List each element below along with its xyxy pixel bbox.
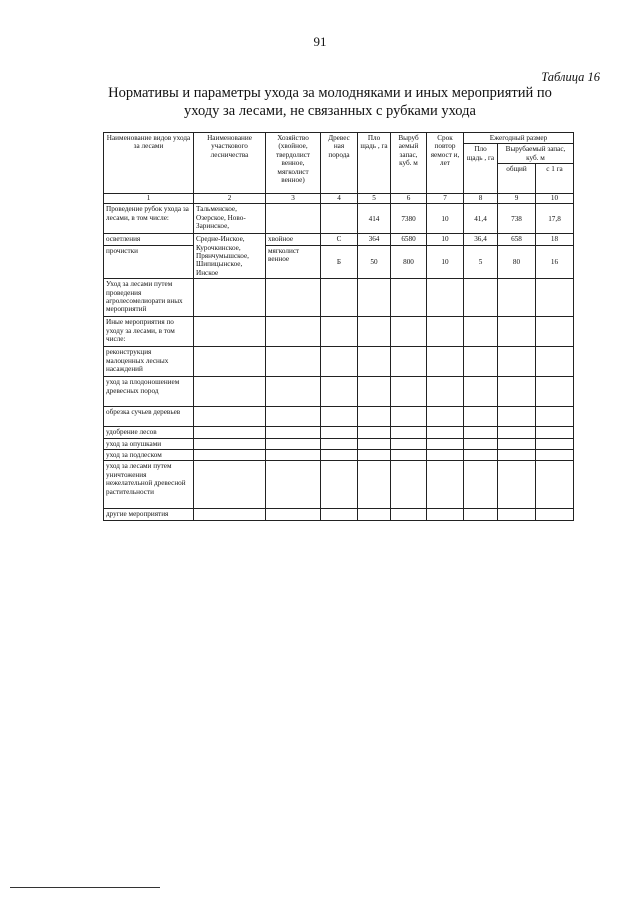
- table-row: [104, 438, 574, 449]
- table-row: [104, 317, 574, 347]
- table-cell: [266, 204, 321, 234]
- table-cell: Уход за лесами путем проведения агролесомелиорати вных мероприятий: [104, 279, 194, 317]
- table-cell: 658: [498, 234, 536, 246]
- column-number-row: [104, 194, 574, 204]
- table-cell: Тальменское, Озерское, Ново-Заринское,: [194, 204, 266, 234]
- column-number: 6: [391, 194, 427, 204]
- table-row: [104, 509, 574, 520]
- header-cell: Выруб аемый запас, куб. м: [391, 133, 427, 194]
- table-cell: 800: [391, 246, 427, 279]
- table-cell: С: [321, 234, 358, 246]
- header-cell: Наименование участкового лесничества: [194, 133, 266, 194]
- table-cell: [321, 204, 358, 234]
- column-number: 1: [104, 194, 194, 204]
- header-cell: общий: [498, 164, 536, 194]
- table-cell: 10: [427, 246, 464, 279]
- header-cell: Пло щадь , га: [358, 133, 391, 194]
- table-row: [104, 450, 574, 461]
- table-row: [104, 461, 574, 509]
- header-cell: с 1 га: [536, 164, 574, 194]
- table-cell: 17,8: [536, 204, 574, 234]
- table-cell: Проведение рубок ухода за лесами, в том числе:: [104, 204, 194, 234]
- header-cell: Древес ная порода: [321, 133, 358, 194]
- table-cell: другие мероприятия: [104, 509, 194, 520]
- table-cell-text: Курочкинское, Прянчумышское, Шипицынское, Инское: [196, 243, 249, 277]
- table-row: [104, 279, 574, 317]
- forest-care-table: [103, 132, 574, 521]
- table-cell: уход за плодоношением древесных пород: [104, 377, 194, 407]
- table-row: [104, 347, 574, 377]
- table-cell: 738: [498, 204, 536, 234]
- header-cell: Вырубаемый запас, куб. м: [498, 144, 574, 164]
- table-cell: 10: [427, 234, 464, 246]
- table-label: Таблица 16: [541, 70, 600, 84]
- header-cell: Наименование видов ухода за лесами: [104, 133, 194, 194]
- header-cell: Срок повтор яемост и, лет: [427, 133, 464, 194]
- table-cell: уход за лесами путем уничтожения нежелательной древесной растительности: [104, 461, 194, 509]
- page-title: Нормативы и параметры ухода за молодняками и иных мероприятий по уходу за лесами, не связанных с рубками ухода: [108, 85, 552, 119]
- table-cell: 41,4: [464, 204, 498, 234]
- column-number: 5: [358, 194, 391, 204]
- table-cell: осветления: [104, 234, 194, 246]
- table-cell: 5: [464, 246, 498, 279]
- table-cell: Б: [321, 246, 358, 279]
- header-cell: Хозяйство (хвойное, твердолист венное, мягколист венное): [266, 133, 321, 194]
- table-row: [104, 427, 574, 438]
- page-number: 91: [313, 34, 327, 49]
- table-cell: 7380: [391, 204, 427, 234]
- column-number: 7: [427, 194, 464, 204]
- column-number: 4: [321, 194, 358, 204]
- table-cell: 16: [536, 246, 574, 279]
- column-number: 2: [194, 194, 266, 204]
- table-cell: уход за подлеском: [104, 450, 194, 461]
- table-cell: реконструкция малоценных лесных насаждений: [104, 347, 194, 377]
- table-cell: прочистки: [104, 246, 194, 279]
- column-number: 10: [536, 194, 574, 204]
- table-cell: 36,4: [464, 234, 498, 246]
- table-row: [104, 246, 574, 279]
- table-cell: 6580: [391, 234, 427, 246]
- table-cell: 50: [358, 246, 391, 279]
- table-row: [104, 407, 574, 427]
- table-cell: 80: [498, 246, 536, 279]
- column-number: 3: [266, 194, 321, 204]
- table-cell: Иные мероприятия по уходу за лесами, в том числе:: [104, 317, 194, 347]
- table-cell: хвойное: [266, 234, 321, 246]
- table-row: [104, 377, 574, 407]
- footnote-rule: [10, 887, 160, 888]
- table-cell: уход за опушками: [104, 438, 194, 449]
- table-row: [104, 204, 574, 234]
- table-cell-text: Средне-Инское,: [196, 235, 245, 244]
- table-cell: 414: [358, 204, 391, 234]
- table-cell: 364: [358, 234, 391, 246]
- column-number: 8: [464, 194, 498, 204]
- table-cell: 18: [536, 234, 574, 246]
- table-row: [104, 234, 574, 246]
- header-cell: Пло щадь , га: [464, 144, 498, 194]
- header-cell: Ежегодный размер: [464, 133, 574, 144]
- table-cell: обрезка сучьев деревьев: [104, 407, 194, 427]
- table-cell: [194, 234, 266, 279]
- column-number: 9: [498, 194, 536, 204]
- table-cell: мягколист венное: [266, 246, 321, 279]
- table-cell: удобрение лесов: [104, 427, 194, 438]
- table-cell: 10: [427, 204, 464, 234]
- header-row: [104, 133, 574, 144]
